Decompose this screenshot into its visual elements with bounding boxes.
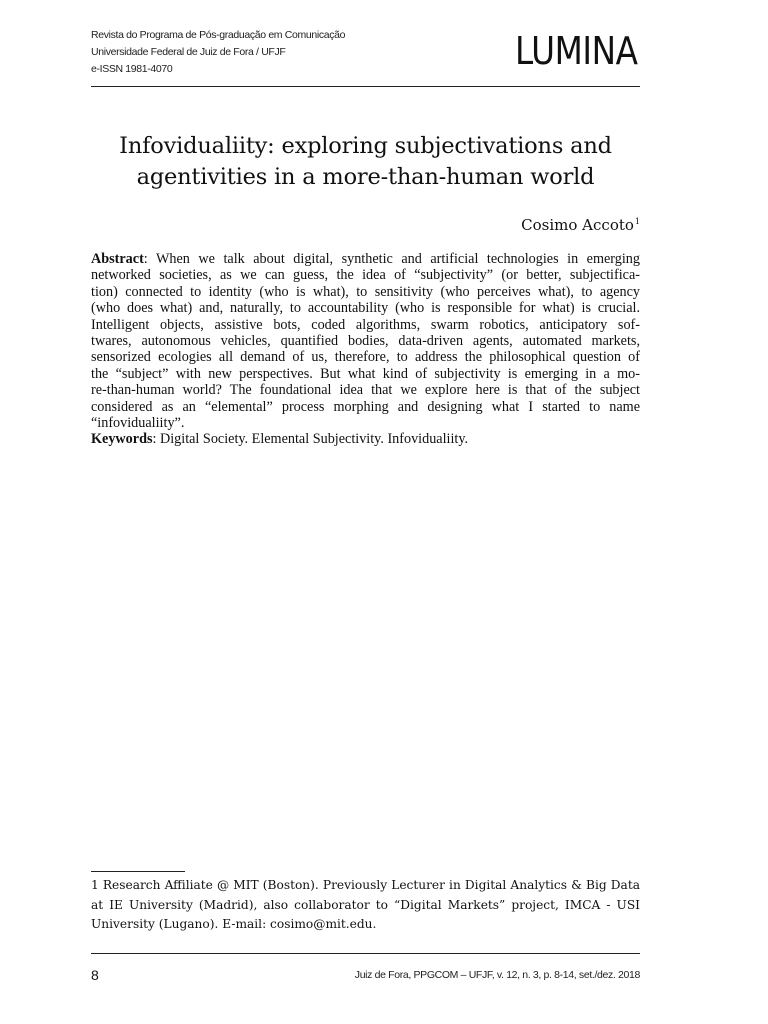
article-title (91, 131, 640, 193)
abstract-line: tion) connected to identity (who is what), to sensitivity (who perceives what), to agency (91, 283, 640, 300)
abstract-line: (who does what) and, naturally, to accountability (who is responsible for what) is crucial. (91, 300, 640, 317)
footer-divider (91, 953, 640, 954)
header-divider (91, 86, 640, 87)
page-header (91, 27, 640, 89)
abstract-line: considered as an “elemental” process morphing and designing what I started to name (91, 398, 640, 415)
abstract-line: the “subject” with new perspectives. But what kind of subjectivity is emerging in a mo- (91, 365, 640, 382)
author-name (521, 211, 640, 236)
footnote-line: at IE University (Madrid), also collaborator to “Digital Markets” project, IMCA - USI (91, 897, 640, 912)
footnote-divider (91, 871, 185, 872)
abstract-line: re-than-human world? The foundational idea that we explore here is that of the subject (91, 382, 640, 399)
keywords-label: Keywords (91, 431, 153, 448)
abstract-line: “infovidualiity”. (91, 415, 185, 432)
title-line-2: agentivities in a more-than-human world (136, 164, 595, 190)
journal-line-university: Universidade Federal de Juiz de Fora / UFJF (91, 46, 286, 58)
abstract-block (91, 251, 640, 448)
article-page (91, 0, 640, 1024)
abstract-line: networked societies, as we can guess, the idea of “subjectivity” (or better, subjectifica- (91, 267, 640, 284)
keywords-line (91, 431, 640, 447)
abstract-line: Abstract: When we talk about digital, synthetic and artificial technologies in emerging (91, 251, 640, 267)
abstract-line: sensorized ecologies all demand of us, therefore, to address the philosophical question of (91, 349, 640, 366)
page-number: 8 (91, 967, 99, 983)
author-footnote-marker: 1 (634, 217, 640, 226)
title-line-1: Infovidualiity: exploring subjectivations and (119, 133, 612, 159)
footnote (91, 876, 640, 935)
author-text: Cosimo Accoto (521, 216, 634, 234)
abstract-line: Intelligent objects, assistive bots, coded algorithms, swarm robotics, anticipatory sof- (91, 316, 640, 333)
keywords-text: : Digital Society. Elemental Subjectivity. Infovidualiity. (152, 431, 469, 448)
footer-citation: Juiz de Fora, PPGCOM – UFJF, v. 12, n. 3, p. 8-14, set./dez. 2018 (354, 969, 640, 981)
lumina-logo: LUMINA (515, 29, 638, 73)
journal-info (91, 27, 345, 78)
footnote-line: 1 Research Affiliate @ MIT (Boston). Previously Lecturer in Digital Analytics & Big Data (91, 878, 640, 892)
abstract-line: twares, autonomous vehicles, quantified bodies, data-driven agents, automated markets, (91, 333, 640, 350)
journal-line-program: Revista do Programa de Pós-graduação em Comunicação (91, 29, 346, 41)
abstract-label: Abstract (91, 251, 144, 267)
footnote-line: University (Lugano). E-mail: cosimo@mit.edu. (91, 917, 377, 931)
journal-line-issn: e-ISSN 1981-4070 (91, 63, 173, 75)
